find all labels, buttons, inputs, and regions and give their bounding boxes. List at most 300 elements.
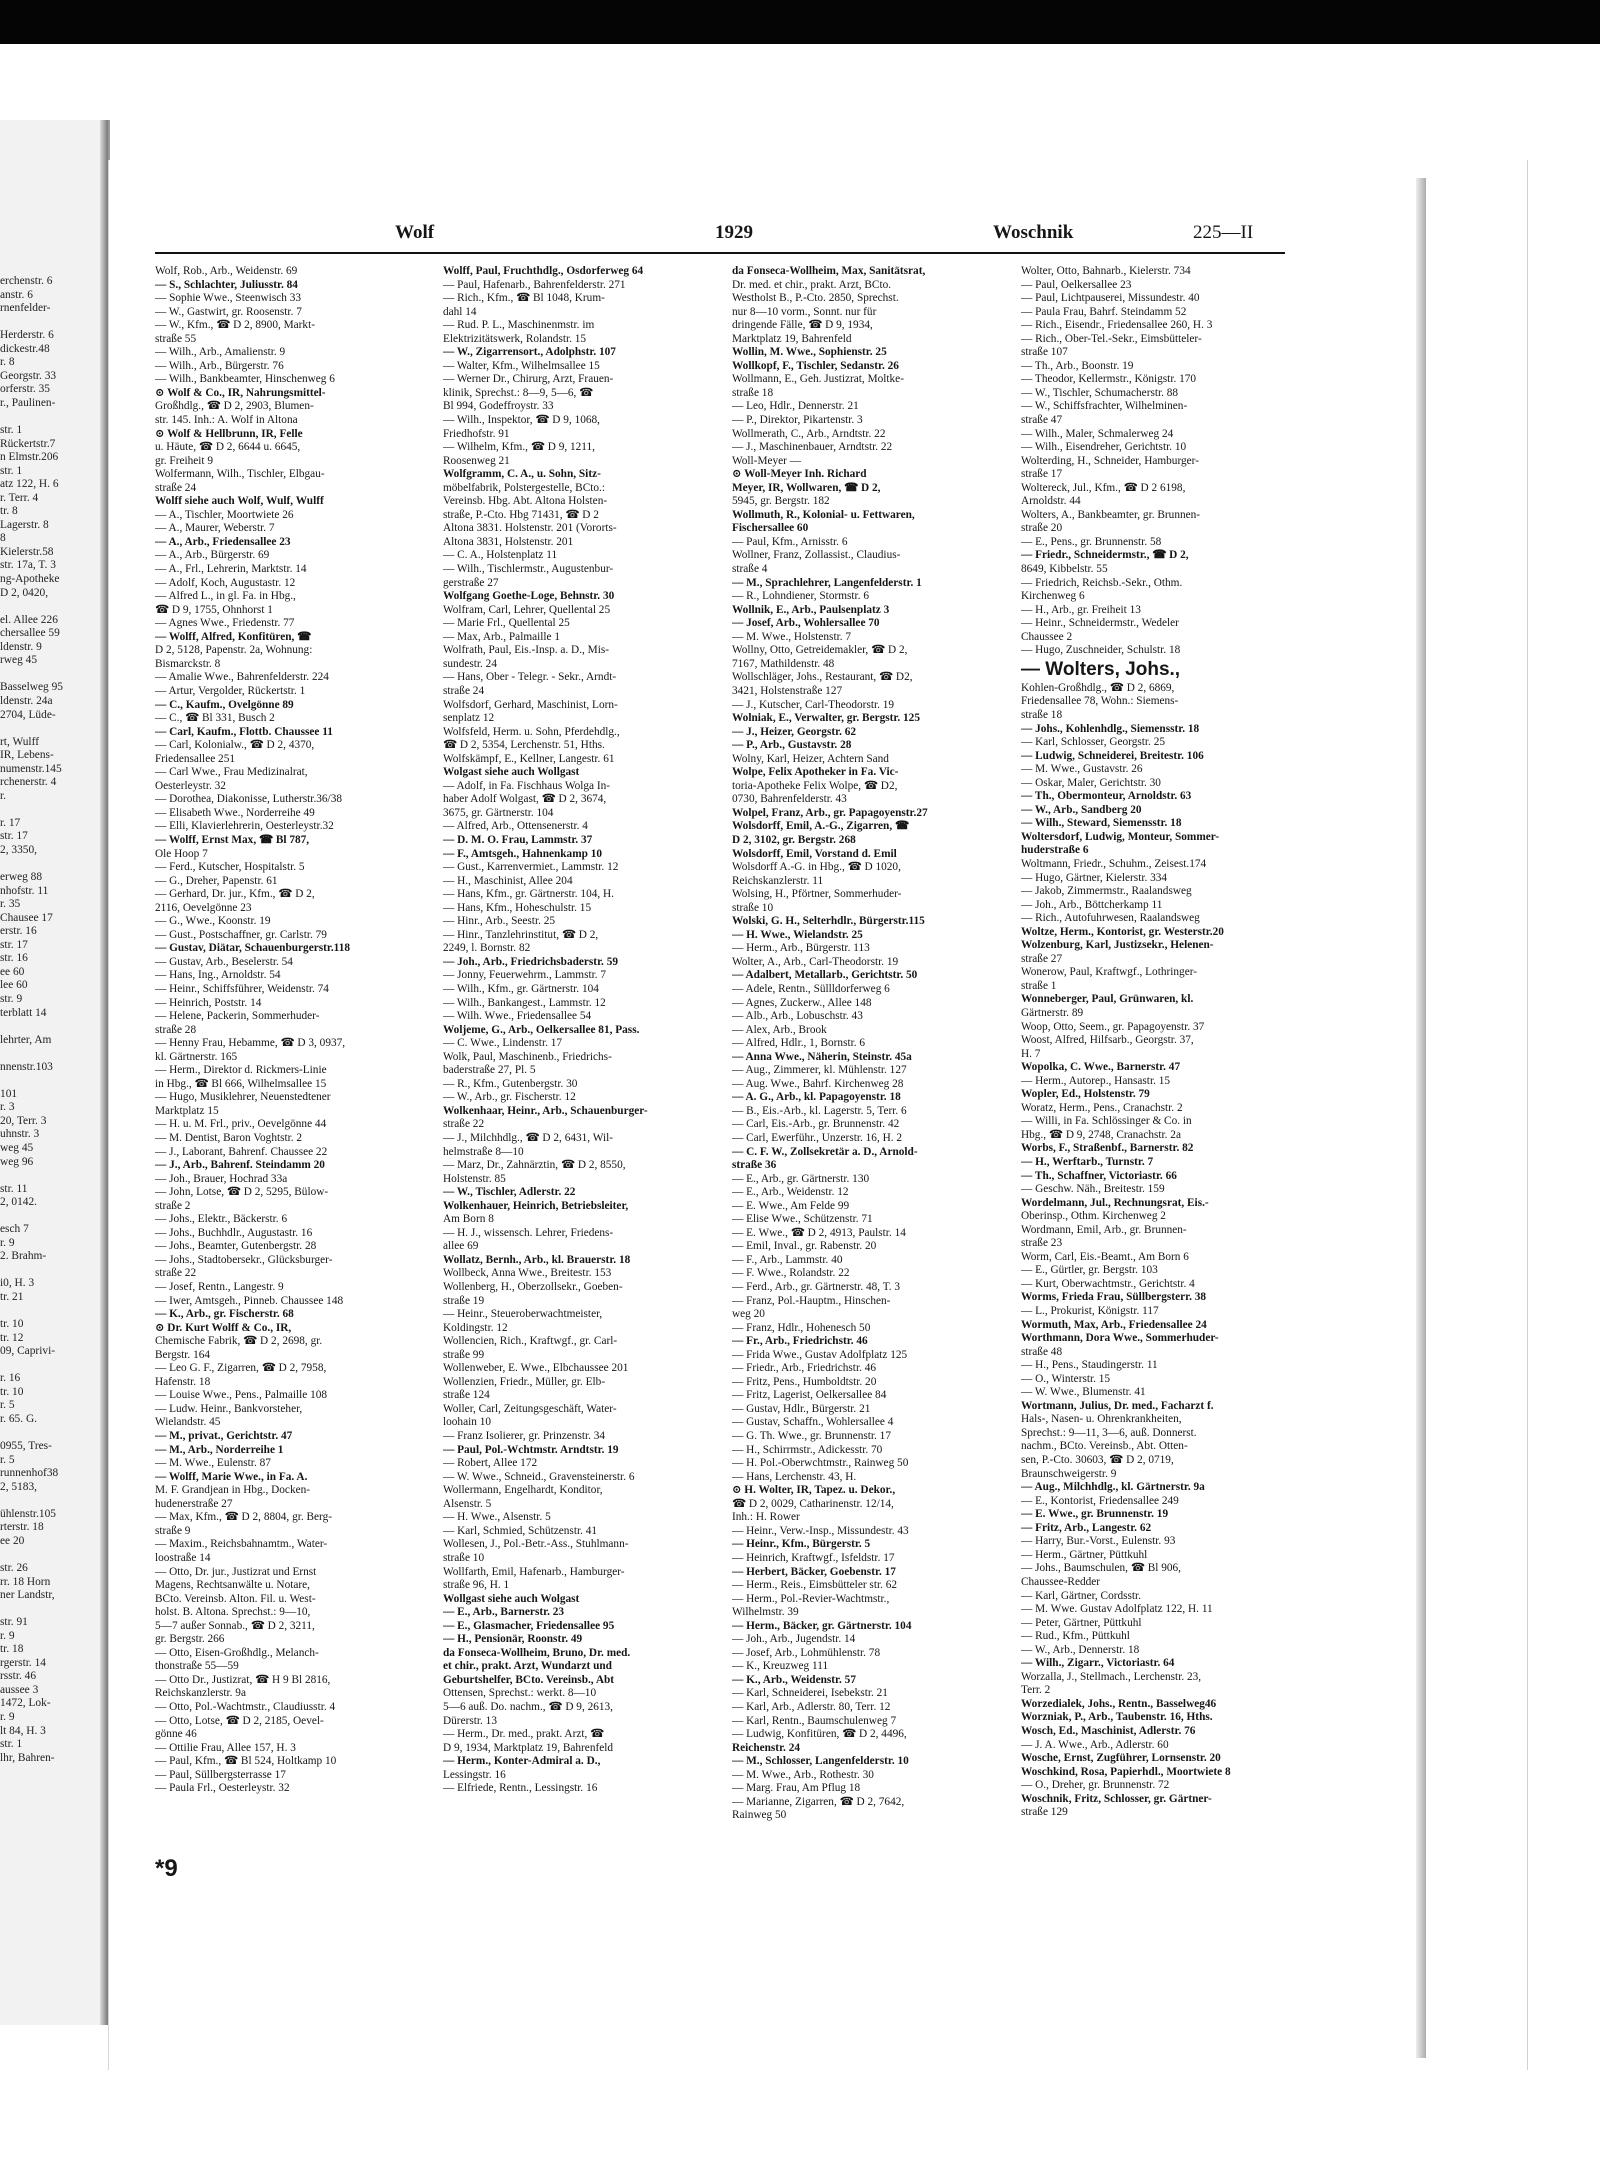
left-page-line: nhofstr. 11 [0, 884, 49, 897]
left-page-line: IR, Lebens- [0, 749, 54, 762]
directory-entry: — E. Wwe., Am Felde 99 [732, 1199, 850, 1212]
left-page-line: str. 26 [0, 1561, 28, 1574]
directory-entry: — M. Dentist, Baron Voghtstr. 2 [155, 1132, 303, 1144]
left-page-line: str. 16 [0, 952, 28, 965]
left-page-line: anstr. 6 [0, 288, 33, 301]
left-page-line: esch 7 [0, 1223, 29, 1236]
left-page-line: erchenstr. 6 [0, 275, 53, 287]
directory-entry: — Artur, Vergolder, Rückertstr. 1 [155, 684, 306, 697]
directory-entry: u. Häute, ☎ D 2, 6644 u. 6645, [155, 441, 301, 454]
directory-entry: — M., privat., Gerichtstr. 47 [155, 1430, 293, 1443]
directory-entry: — Rich., Autofuhrwesen, Raalandsweg [1021, 912, 1200, 925]
directory-entry: gerstraße 27 [443, 576, 499, 589]
left-page-line: str. 11 [0, 1182, 28, 1195]
directory-entry: — Marg. Frau, Am Pflug 18 [732, 1782, 861, 1795]
directory-entry: — F., Arb., Lammstr. 40 [732, 1253, 843, 1266]
directory-entry: Woschkind, Rosa, Papierhdl., Moortwiete 8 [1021, 1765, 1231, 1778]
directory-entry: Koldingstr. 12 [443, 1321, 508, 1334]
directory-entry: — Rich., Kfm., ☎ Bl 1048, Krum- [443, 292, 605, 305]
directory-entry: straße 22 [155, 1267, 197, 1280]
directory-column-2 [443, 265, 731, 1796]
directory-entry: straße 24 [155, 481, 197, 494]
left-page-line [0, 668, 100, 682]
directory-entry: — Otto, Pol.-Wachtmstr., Claudiusstr. 4 [155, 1700, 336, 1713]
directory-entry: straße 96, H. 1 [443, 1579, 510, 1592]
directory-entry: straße, P.-Cto. Hbg 71431, ☎ D 2 [443, 508, 599, 521]
directory-entry: — Walter, Kfm., Wilhelmsallee 15 [443, 359, 600, 372]
left-page-line: chersallee 59 [0, 627, 60, 640]
directory-entry: — Wilh., Inspektor, ☎ D 9, 1068, [443, 414, 600, 427]
directory-entry: Wolff, Paul, Fruchthdlg., Osdorferweg 64 [443, 265, 644, 277]
directory-entry: — G., Wwe., Koonstr. 19 [155, 915, 271, 928]
directory-entry: — Marz, Dr., Zahnärztin, ☎ D 2, 8550, [443, 1159, 626, 1172]
directory-entry: — M., Arb., Norderreihe 1 [155, 1443, 284, 1456]
directory-entry: straße 9 [155, 1524, 191, 1537]
directory-entry: M. F. Grandjean in Hbg., Docken- [155, 1484, 311, 1497]
directory-entry: Wosche, Ernst, Zugführer, Lornsenstr. 20 [1021, 1752, 1221, 1765]
directory-entry: — Franz Isolierer, gr. Prinzenstr. 34 [443, 1430, 606, 1443]
directory-entry: nur 8—10 vorm., Sonnt. nur für [732, 305, 877, 318]
directory-entry: — M., Sprachlehrer, Langenfelderstr. 1 [732, 576, 922, 589]
directory-entry: Wolterding, H., Schneider, Hamburger- [1021, 454, 1199, 467]
directory-entry: Woratz, Herm., Pens., Cranachstr. 2 [1021, 1101, 1183, 1114]
directory-entry: — Johs., Beamter, Gutenbergstr. 28 [155, 1240, 317, 1253]
directory-entry: — W., Zigarrensort., Adolphstr. 107 [443, 346, 616, 359]
directory-entry: — Robert, Allee 172 [443, 1457, 538, 1470]
directory-entry: — Oskar, Maler, Gerichtstr. 30 [1021, 776, 1161, 789]
directory-entry: — Fr., Arb., Friedrichstr. 46 [732, 1335, 868, 1348]
directory-entry: — Maxim., Reichsbahnamtm., Water- [155, 1538, 328, 1551]
directory-entry: — C. A., Holstenplatz 11 [443, 549, 558, 562]
directory-entry: — W., Tischler, Schumacherstr. 88 [1021, 386, 1179, 399]
directory-entry: Kirchenweg 6 [1021, 590, 1085, 603]
directory-entry: Wolny, Karl, Heizer, Achtern Sand [732, 752, 889, 765]
directory-entry: da Fonseca-Wollheim, Max, Sanitätsrat, [732, 265, 926, 277]
directory-entry: — Aug., Zimmerer, kl. Mühlenstr. 127 [732, 1064, 907, 1077]
directory-entry: Worzalla, J., Stellmach., Lerchenstr. 23, [1021, 1670, 1202, 1683]
directory-entry: Wordmann, Emil, Arb., gr. Brunnen- [1021, 1223, 1187, 1236]
directory-entry: Wolsdorff, Emil, A.-G., Zigarren, ☎ [732, 820, 910, 833]
directory-entry: Wollkopf, F., Tischler, Sedanstr. 26 [732, 359, 899, 372]
left-page-line: 2, 0142. [0, 1196, 38, 1209]
directory-entry: — Johs., Buchhdlr., Augustastr. 16 [155, 1226, 313, 1239]
left-page-line: nnenstr.103 [0, 1060, 53, 1073]
directory-entry: — Joh., Brauer, Hochrad 33a [155, 1172, 288, 1185]
left-page-line [0, 722, 100, 736]
directory-entry: — Gustav, Arb., Beselerstr. 54 [155, 955, 293, 968]
left-page-line: ühlenstr.105 [0, 1507, 57, 1520]
directory-entry: — J., Maschinenbauer, Arndtstr. 22 [732, 441, 893, 454]
directory-entry: Wollermann, Engelhardt, Konditor, [443, 1484, 603, 1497]
directory-entry: — Gustav, Hdlr., Bürgerstr. 21 [732, 1402, 871, 1415]
directory-entry: — Max, Kfm., ☎ D 2, 8804, gr. Berg- [155, 1511, 333, 1524]
directory-entry: Oberinsp., Othm. Kirchenweg 2 [1021, 1210, 1166, 1223]
directory-entry: — Johs., Elektr., Bäckerstr. 6 [155, 1213, 288, 1226]
directory-entry: — Fritz, Lagerist, Oelkersallee 84 [732, 1389, 887, 1402]
directory-entry: D 2, 3102, gr. Bergstr. 268 [732, 833, 856, 846]
directory-entry: — Johs., Kohlenhdlg., Siemensstr. 18 [1021, 722, 1200, 735]
directory-entry: Woltersdorf, Ludwig, Monteur, Sommer- [1021, 830, 1220, 843]
directory-entry: ☎ D 2, 5354, Lerchenstr. 51, Hths. [443, 739, 605, 752]
left-page-line: r. 3 [0, 1101, 15, 1114]
directory-entry: möbelfabrik, Polstergestelle, BCto.: [443, 481, 606, 494]
directory-entry: loostraße 14 [155, 1551, 211, 1564]
directory-entry: — Harry, Bur.-Vorst., Eulenstr. 93 [1021, 1535, 1176, 1548]
directory-entry: helmstraße 8—10 [443, 1145, 524, 1158]
directory-entry: — Hugo, Gärtner, Kielerstr. 334 [1021, 871, 1168, 884]
directory-entry: — Josef, Arb., Wohlersallee 70 [732, 617, 880, 630]
directory-entry: kl. Gärtnerstr. 165 [155, 1050, 238, 1063]
directory-entry: Gärtnerstr. 89 [1021, 1006, 1084, 1019]
directory-entry: Wollgast siehe auch Wolgast [443, 1592, 580, 1605]
left-page-line: r. 65. G. [0, 1412, 38, 1425]
directory-entry: — H., Schirrmstr., Adickesstr. 70 [732, 1443, 883, 1456]
left-page-line: lee 60 [0, 979, 28, 992]
directory-entry: — E., Pens., gr. Brunnenstr. 58 [1021, 535, 1162, 548]
directory-entry: Wolter, Otto, Bahnarb., Kielerstr. 734 [1021, 265, 1191, 277]
directory-entry: ⊙ Wolf & Hellbrunn, IR, Felle [155, 427, 303, 440]
directory-entry: Woltze, Herm., Kontorist, gr. Westerstr.20 [1021, 925, 1224, 938]
directory-entry: — Helene, Packerin, Sommerhuder- [155, 1010, 320, 1023]
directory-entry: Reichskanzlerstr. 9a [155, 1687, 246, 1700]
directory-entry: Wolniak, E., Verwalter, gr. Bergstr. 125 [732, 712, 920, 725]
directory-entry: Wollfarth, Emil, Hafenarb., Hamburger- [443, 1565, 625, 1578]
directory-entry: — C. Wwe., Lindenstr. 17 [443, 1037, 563, 1050]
directory-entry: — Rich., Ober-Tel.-Sekr., Eimsbütteler- [1021, 332, 1202, 345]
directory-entry: — W., Arb., Dennerstr. 18 [1021, 1643, 1140, 1656]
directory-entry: Wopler, Ed., Holstenstr. 79 [1021, 1088, 1150, 1101]
directory-entry: in Hbg., ☎ Bl 666, Wilhelmsallee 15 [155, 1077, 327, 1090]
page-header [155, 222, 1285, 254]
directory-entry: — Wilh. Wwe., Friedensallee 54 [443, 1010, 592, 1023]
directory-entry: Wolfgang Goethe-Loge, Behnstr. 30 [443, 590, 615, 603]
directory-entry: straße 1 [1021, 979, 1057, 992]
directory-column-4 [1021, 265, 1307, 1820]
directory-entry: — Frida Wwe., Gustav Adolfplatz 125 [732, 1348, 908, 1361]
directory-entry: — E. Wwe., gr. Brunnenstr. 19 [1021, 1508, 1169, 1521]
left-page-line: r. 9 [0, 1236, 15, 1249]
directory-entry: H. 7 [1021, 1047, 1041, 1060]
directory-entry: — Herbert, Bäcker, Goebenstr. 17 [732, 1565, 896, 1578]
directory-entry: — Adalbert, Metallarb., Gerichtstr. 50 [732, 969, 918, 982]
directory-entry: — Hans, Lerchenstr. 43, H. [732, 1470, 857, 1483]
directory-entry: Wolpe, Felix Apotheker in Fa. Vic- [732, 766, 899, 779]
directory-entry: — Willi, in Fa. Schlössinger & Co. in [1021, 1115, 1192, 1128]
left-page-line: Chausee 17 [0, 911, 53, 924]
directory-entry: — Theodor, Kellermstr., Königstr. 170 [1021, 373, 1197, 386]
left-page-line: aussee 3 [0, 1683, 39, 1696]
directory-entry: Wollner, Franz, Zollassist., Claudius- [732, 549, 901, 562]
left-page-line [0, 1305, 100, 1319]
left-page-line: erweg 88 [0, 871, 43, 884]
directory-entry: straße 18 [732, 386, 774, 399]
directory-entry: — Carl, Kaufm., Flottb. Chaussee 11 [155, 725, 333, 738]
directory-entry: — W., Arb., gr. Fischerstr. 12 [443, 1091, 576, 1104]
directory-entry: Magens, Rechtsanwälte u. Notare, [155, 1579, 310, 1592]
directory-entry: — J. A. Wwe., Arb., Adlerstr. 60 [1021, 1738, 1169, 1751]
directory-entry: 0730, Bahrenfelderstr. 43 [732, 793, 847, 806]
directory-entry: — Marie Frl., Quellental 25 [443, 617, 570, 630]
directory-entry: Hafenstr. 18 [155, 1375, 211, 1388]
directory-entry: Inh.: H. Rower [732, 1511, 800, 1524]
directory-entry: — W. Wwe., Schneid., Gravensteinerstr. 6 [443, 1470, 635, 1483]
directory-entry: — Gerhard, Dr. jur., Kfm., ☎ D 2, [155, 888, 315, 901]
directory-entry: straße 47 [1021, 414, 1063, 427]
directory-entry: — Josef, Arb., Lohmühlenstr. 78 [732, 1646, 881, 1659]
directory-entry: Wolski, G. H., Selterhdlr., Bürgerstr.115 [732, 915, 925, 928]
directory-entry: straße 10 [443, 1551, 485, 1564]
directory-entry: — Heinrich, Kraftwgf., Isfeldstr. 17 [732, 1551, 895, 1564]
directory-entry: — Ludwig, Schneiderei, Breitestr. 106 [1021, 749, 1204, 762]
directory-entry: straße 129 [1021, 1806, 1068, 1819]
left-page-line [0, 1359, 100, 1373]
directory-entry: Friedensallee 251 [155, 752, 235, 765]
directory-entry: Rainweg 50 [732, 1809, 787, 1822]
directory-entry: — H., Maschinist, Allee 204 [443, 874, 573, 887]
directory-entry: — Fritz, Arb., Langestr. 62 [1021, 1521, 1152, 1534]
left-page-line: r. Terr. 4 [0, 491, 39, 504]
directory-entry: sen, P.-Cto. 30603, ☎ D 2, 0719, [1021, 1454, 1174, 1467]
directory-entry: — Wilh., Steward, Siemensstr. 18 [1021, 817, 1182, 830]
directory-entry: — Heinr., Kfm., Bürgerstr. 5 [732, 1538, 871, 1551]
directory-entry: D 2, 5128, Papenstr. 2a, Wohnung: [155, 644, 313, 657]
directory-entry: — S., Schlachter, Juliusstr. 84 [155, 278, 298, 291]
left-page-line: lhr, Bahren- [0, 1751, 55, 1764]
directory-entry: Wopolka, C. Wwe., Barnerstr. 47 [1021, 1061, 1181, 1074]
directory-entry: Alsenstr. 5 [443, 1497, 492, 1510]
directory-entry: — Karl, Schlosser, Georgstr. 25 [1021, 736, 1165, 749]
directory-entry: — Gust., Postschaffner, gr. Carlstr. 79 [155, 928, 327, 941]
directory-entry: — A., Tischler, Moortwiete 26 [155, 508, 294, 521]
left-page-line: rr. 18 Horn [0, 1575, 51, 1588]
directory-entry: Wollesen, J., Pol.-Betr.-Ass., Stuhlmann- [443, 1538, 629, 1551]
left-page-line: 2, 3350, [0, 843, 38, 856]
left-page-line: r. 9 [0, 1629, 15, 1642]
directory-entry: Arnoldstr. 44 [1021, 495, 1081, 508]
directory-entry: — Paul, Hafenarb., Bahrenfelderstr. 271 [443, 278, 626, 291]
directory-entry: Wolfgramm, C. A., u. Sohn, Sitz- [443, 468, 601, 481]
left-page-line [0, 1548, 100, 1562]
header-last-entry: Woschnik [993, 222, 1074, 243]
directory-entry: — Hans, Ing., Arnoldstr. 54 [155, 969, 281, 982]
directory-entry: Chaussee 2 [1021, 630, 1073, 643]
directory-entry: — A., Frl., Lehrerin, Marktstr. 14 [155, 563, 307, 576]
directory-entry: Ottensen, Sprechst.: werkt. 8—10 [443, 1687, 597, 1700]
directory-entry: Worzniak, P., Arb., Taubenstr. 16, Hths. [1021, 1711, 1213, 1724]
directory-entry: Altona 3831. Holstenstr. 201 (Vororts- [443, 522, 617, 535]
directory-entry: Wilhelmstr. 39 [732, 1606, 799, 1619]
directory-entry: — J., Laborant, Bahrenf. Chaussee 22 [155, 1145, 328, 1158]
directory-entry: — Franz, Pol.-Hauptm., Hinschen- [732, 1294, 891, 1307]
left-page-line: runnenhof38 [0, 1467, 59, 1480]
directory-entry: Wolter, A., Arb., Carl-Theodorstr. 19 [732, 955, 899, 968]
left-page-line: rgerstr. 14 [0, 1656, 46, 1669]
directory-entry: Wolfram, Carl, Lehrer, Quellental 25 [443, 603, 611, 616]
directory-entry: — A., Maurer, Weberstr. 7 [155, 522, 275, 535]
left-page-line: rsstr. 46 [0, 1670, 37, 1683]
directory-entry: — Leo, Hdlr., Dennerstr. 21 [732, 400, 859, 413]
directory-entry: — M. Wwe., Holstenstr. 7 [732, 630, 852, 643]
directory-entry: — Karl, Schneiderei, Isebekstr. 21 [732, 1687, 888, 1700]
left-page-line: D 2, 0420, [0, 586, 49, 599]
directory-entry: Hbg., ☎ D 9, 2748, Cranachstr. 2a [1021, 1128, 1181, 1141]
directory-entry: — Carl, Eis.-Arb., gr. Brunnenstr. 42 [732, 1118, 900, 1131]
left-page-line: Georgstr. 33 [0, 369, 57, 382]
directory-entry: straße 23 [1021, 1237, 1063, 1250]
directory-entry: — Hinr., Arb., Seestr. 25 [443, 915, 556, 928]
directory-entry: — Karl, Gärtner, Cordsstr. [1021, 1589, 1142, 1602]
directory-entry: — B., Eis.-Arb., kl. Lagerstr. 5, Terr. 6 [732, 1104, 907, 1117]
directory-entry: Worthmann, Dora Wwe., Sommerhuder- [1021, 1332, 1219, 1345]
directory-entry: — C., ☎ Bl 331, Busch 2 [155, 712, 275, 725]
directory-entry: — Aug. Wwe., Bahrf. Kirchenweg 28 [732, 1077, 904, 1090]
directory-entry: — Elli, Klavierlehrerin, Oesterleystr.32 [155, 820, 334, 833]
directory-entry: — Alfred L., in gl. Fa. in Hbg., [155, 590, 296, 603]
left-page-line: uhnstr. 3 [0, 1128, 40, 1141]
directory-entry: — F., Amtsgeh., Hahnenkamp 10 [443, 847, 603, 860]
directory-entry: Wolfskämpf, E., Kellner, Langestr. 61 [443, 752, 615, 765]
left-page-line: Kielerstr.58 [0, 545, 54, 558]
left-page-line: rchenerstr. 4 [0, 776, 57, 789]
directory-entry: straße 20 [1021, 522, 1063, 535]
directory-entry: 2249, l. Bornstr. 82 [443, 942, 531, 955]
left-page-line: tr. 12 [0, 1331, 24, 1344]
directory-entry: — Heinr., Steueroberwachtmeister, [443, 1308, 603, 1321]
directory-entry: — J., Heizer, Georgstr. 62 [732, 725, 857, 738]
directory-entry: — H., Werftarb., Turnstr. 7 [1021, 1156, 1154, 1168]
left-page-line [0, 316, 100, 330]
directory-entry: Wormuth, Max, Arb., Friedensallee 24 [1021, 1318, 1207, 1331]
directory-entry: 7167, Mathildenstr. 48 [732, 657, 835, 670]
directory-entry: — Heinr., Schiffsführer, Weidenstr. 74 [155, 982, 329, 995]
directory-entry: — Wilh., Bankbeamter, Hinschenweg 6 [155, 373, 335, 386]
directory-entry: — W., Kfm., ☎ D 2, 8900, Markt- [155, 319, 315, 332]
directory-entry: — A., Arb., Bürgerstr. 69 [155, 549, 270, 562]
left-page-line: tr. 21 [0, 1291, 24, 1304]
left-page-line: el. Allee 226 [0, 613, 58, 626]
directory-entry: Marktplatz 19, Bahrenfeld [732, 332, 852, 345]
directory-entry: — R., Lohndiener, Stormstr. 6 [732, 590, 869, 603]
directory-entry: — Otto, Eisen-Großhdlg., Melanch- [155, 1646, 319, 1659]
left-page-line [0, 803, 100, 817]
directory-entry: Woltereck, Jul., Kfm., ☎ D 2 6198, [1021, 481, 1186, 494]
directory-entry: — Wilhelm, Kfm., ☎ D 9, 1211, [443, 441, 595, 454]
directory-entry: et chir., prakt. Arzt, Wundarzt und [443, 1660, 612, 1673]
directory-entry: — Hans, Ober - Telegr. - Sekr., Arndt- [443, 671, 617, 684]
directory-entry: allee 69 [443, 1240, 479, 1253]
header-first-entry: Wolf [395, 222, 435, 243]
directory-entry: — Rud. P. L., Maschinenmstr. im [443, 319, 595, 332]
directory-entry: — Karl, Schmied, Schützenstr. 41 [443, 1524, 598, 1537]
directory-entry: Dr. med. et chir., prakt. Arzt, BCto. [732, 278, 892, 291]
directory-entry: — Otto Dr., Justizrat, ☎ H 9 Bl 2816, [155, 1673, 331, 1686]
directory-entry: Wonneberger, Paul, Grünwaren, kl. [1021, 993, 1194, 1006]
left-page-line: ldenstr. 9 [0, 640, 42, 653]
directory-entry: 8649, Kibbelstr. 55 [1021, 563, 1108, 576]
directory-entry: — C. F. W., Zollsekretär a. D., Arnold- [732, 1145, 918, 1158]
directory-entry: D 9, 1934, Marktplatz 19, Bahrenfeld [443, 1741, 614, 1754]
directory-entry: — Friedr., Schneidermstr., ☎ D 2, [1021, 549, 1189, 562]
left-page-line: str. 9 [0, 992, 23, 1005]
directory-entry: — Herm., Autorep., Hansastr. 15 [1021, 1074, 1171, 1087]
directory-entry: Sprechst.: 9—11, 3—6, auß. Donnerst. [1021, 1426, 1197, 1439]
directory-entry: Wosch, Ed., Maschinist, Adlerstr. 76 [1021, 1724, 1196, 1737]
directory-entry: — Hugo, Musiklehrer, Neuenstedtener [155, 1091, 331, 1104]
directory-entry: — Jakob, Zimmermstr., Raalandsweg [1021, 885, 1192, 898]
directory-entry: — R., Kfm., Gutenbergstr. 30 [443, 1077, 578, 1090]
directory-entry: Marktplatz 15 [155, 1104, 219, 1117]
directory-entry: — Th., Obermonteur, Arnoldstr. 63 [1021, 790, 1192, 803]
left-page-line [0, 1047, 100, 1061]
directory-entry: — W., Tischler, Adlerstr. 22 [443, 1186, 576, 1199]
directory-entry: Worm, Carl, Eis.-Beamt., Am Born 6 [1021, 1250, 1189, 1263]
left-page-line: rt, Wulff [0, 735, 39, 748]
directory-entry: — Paula Frau, Bahrf. Steindamm 52 [1021, 305, 1187, 318]
left-page-line: r. [0, 789, 7, 802]
directory-entry: straße 27 [1021, 952, 1063, 965]
directory-entry: — E., Gürtler, gr. Bergstr. 103 [1021, 1264, 1158, 1277]
directory-entry: Wollmuth, R., Kolonial- u. Fettwaren, [732, 508, 915, 521]
directory-entry: — A. G., Arb., kl. Papagoyenstr. 18 [732, 1091, 901, 1104]
left-page-line: n Elmstr.206 [0, 451, 59, 464]
directory-entry: — Wolff, Alfred, Konfitüren, ☎ [155, 630, 312, 643]
left-page-line: str. 1 [0, 464, 23, 477]
directory-entry: Woop, Otto, Seem., gr. Papagoyenstr. 37 [1021, 1020, 1205, 1033]
directory-entry: dahl 14 [443, 305, 477, 318]
directory-entry: Wortmann, Julius, Dr. med., Facharzt f. [1021, 1399, 1214, 1412]
directory-entry: Wolgast siehe auch Wollgast [443, 766, 580, 779]
directory-entry: — Carl, Kolonialw., ☎ D 2, 4370, [155, 739, 315, 752]
left-page-line: rterstr. 18 [0, 1521, 44, 1534]
left-page-line: ng-Apotheke [0, 573, 60, 586]
directory-entry: — Heinrich, Poststr. 14 [155, 996, 262, 1009]
directory-entry: loohain 10 [443, 1416, 492, 1429]
directory-entry: — Wilh., Arb., Bürgerstr. 76 [155, 359, 284, 372]
directory-entry: Wolf, Rob., Arb., Weidenstr. 69 [155, 265, 298, 277]
directory-entry: straße 2 [155, 1199, 191, 1212]
directory-entry: Wolfsfeld, Herm. u. Sohn, Pferdehdlg., [443, 725, 620, 738]
directory-entry: — Th., Schaffner, Victoriastr. 66 [1021, 1169, 1177, 1182]
directory-entry: Geburtshelfer, BCto. Vereinsb., Abt [443, 1673, 615, 1686]
directory-entry: Wolff siehe auch Wolf, Wulf, Wulff [155, 495, 324, 508]
directory-entry: Wolsdorff A.-G. in Hbg., ☎ D 1020, [732, 861, 901, 874]
directory-entry: straße 55 [155, 332, 197, 345]
signature-mark: *9 [155, 1855, 178, 1882]
left-page-line: weg 45 [0, 1142, 34, 1154]
directory-entry: — Paul, Kfm., Arnisstr. 6 [732, 535, 848, 548]
left-page-line: numenstr.145 [0, 762, 62, 775]
directory-entry: — Wilh., Arb., Amalienstr. 9 [155, 346, 286, 359]
directory-entry: Wolters, A., Bankbeamter, gr. Brunnen- [1021, 508, 1201, 521]
left-page-margin [0, 120, 110, 2025]
directory-entry: Wollin, M. Wwe., Sophienstr. 25 [732, 346, 887, 359]
directory-entry: toria-Apotheke Felix Wolpe, ☎ D2, [732, 779, 898, 792]
directory-entry: Woost, Alfred, Hilfsarb., Georgstr. 37, [1021, 1034, 1194, 1047]
directory-entry: 2116, Oevelgönne 23 [155, 901, 252, 914]
directory-entry: Wolsdorff, Emil, Vorstand d. Emil [732, 847, 897, 860]
directory-entry: 3675, gr. Gärtnerstr. 104 [443, 806, 554, 819]
directory-entry: — Anna Wwe., Näherin, Steinstr. 45a [732, 1050, 912, 1063]
directory-entry: — W., Arb., Sandberg 20 [1021, 803, 1142, 816]
directory-entry: — Otto, Dr. jur., Justizrat und Ernst [155, 1565, 317, 1578]
directory-entry: — J., Milchhdlg., ☎ D 2, 6431, Wil- [443, 1132, 613, 1144]
left-page-line: Rückertstr.7 [0, 437, 56, 450]
directory-entry: — E., Arb., gr. Gärtnerstr. 130 [732, 1172, 870, 1185]
directory-entry: — H. Pol.-Oberwchtmstr., Rainweg 50 [732, 1457, 909, 1470]
directory-entry: — Henny Frau, Hebamme, ☎ D 3, 0937, [155, 1037, 346, 1050]
directory-entry: — Paul, Oelkersallee 23 [1021, 278, 1132, 291]
directory-entry: — Wilh., Maler, Schmalerweg 24 [1021, 427, 1174, 440]
